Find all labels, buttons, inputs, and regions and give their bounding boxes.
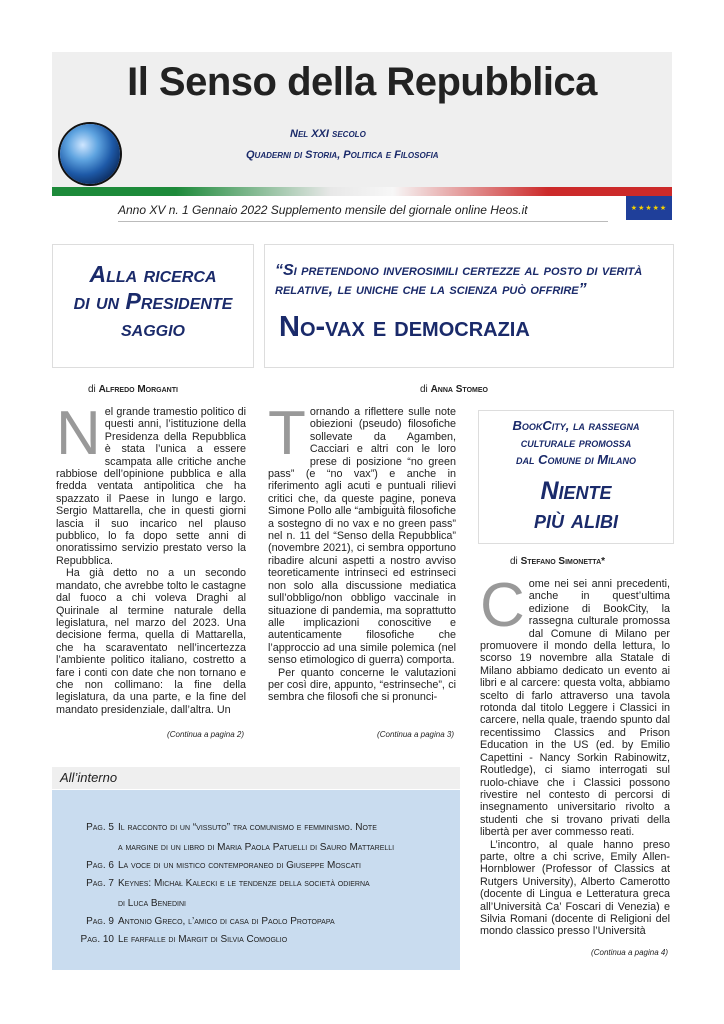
toc-box	[52, 790, 460, 970]
bookcity-title2: più alibi	[534, 506, 618, 534]
continua-link[interactable]: (Continua a pagina 4)	[591, 948, 668, 957]
bookcity-title1: Niente	[540, 477, 612, 505]
toc-item[interactable]: La voce di un mistico contemporaneo di Giuseppe Moscati	[118, 860, 361, 871]
byline-morganti	[88, 384, 178, 395]
toc-page: Pag. 9	[86, 916, 114, 927]
italian-flag-bar	[52, 187, 672, 196]
byline-pre: di	[420, 384, 428, 395]
bookcity-headline[interactable]	[479, 477, 673, 535]
toc-item[interactable]: di Luca Benedini	[118, 898, 186, 909]
bookcity-line1: BookCity, la rassegna	[512, 418, 640, 433]
headline-left-line3: saggio	[120, 315, 185, 341]
toc-page: Pag. 10	[80, 934, 114, 945]
issue-info: Anno XV n. 1 Gennaio 2022 Supplemento mensile del giornale online Heos.it	[118, 203, 528, 217]
subtitle-quaderni: Quaderni di Storia, Politica e Filosofia	[246, 149, 439, 161]
issue-divider	[118, 221, 608, 222]
toc-item[interactable]: Keynes: Michał Kalecki e le tendenze della società odierna	[118, 878, 370, 889]
toc-heading: All’interno	[60, 770, 118, 785]
masthead	[52, 52, 672, 194]
article-stomeo	[268, 399, 456, 704]
eu-flag-icon: ★★★★★	[626, 196, 672, 220]
article-paragraph: L’incontro, al quale hanno preso parte, oltre a chi scrive, Emily Allen-Hornblower (Professor of Classics at Rutgers University), Alberto Camerotto (docente di Lingua e Letteratura greca all’Università Ca’ Foscari di Venezia) e Silvia Romani (docente di Religioni del mondo classico presso l’Università	[480, 838, 670, 938]
bookcity-line3: dal Comune di Milano	[515, 452, 637, 467]
toc-page: Pag. 5	[86, 822, 114, 833]
byline-pre: di	[510, 556, 518, 567]
continua-link[interactable]: (Continua a pagina 3)	[377, 730, 454, 739]
headline-right-box	[264, 244, 674, 368]
bookcity-line2: culturale promossa	[520, 435, 632, 450]
toc-item[interactable]: Antonio Greco, l’amico di casa di Paolo Protopapa	[118, 916, 335, 927]
globe-logo	[60, 124, 120, 184]
bookcity-kicker	[479, 417, 673, 468]
article-paragraph: Per quanto concerne le valutazioni per così dire, appunto, “estrinseche”, ci sembra che filosofi che si pronunci-	[268, 666, 456, 704]
article-simonetta	[480, 571, 670, 938]
author-name: Stefano Simonetta*	[520, 556, 606, 567]
article-paragraph: Ha già detto no a un secondo mandato, che avrebbe tolto le castagne dal fuoco a chi voleva Draghi al Quirinale al termine naturale della legislatura, nel marzo del 2023. Una decisione ferma, quella di Mattarella, che ha scaraventato nell’incertezza l’ambiente politico italiano, costretto a fare i conti con date che non tornano e che non collimano: la fine della legislatura, da una parte, e la fine del mandato presidenziale, dall’altra. Un	[56, 567, 246, 716]
bookcity-box	[478, 410, 674, 544]
article-morganti	[56, 399, 246, 716]
article-paragraph: el grande tramestio politico di questi anni, l’istituzione della Presidenza della Repubblica è stata l’unica a essere scampata alle critiche anche rabbiose dell’opinione pubblica e alla fredda ventata antipolitica che ha spazzato il Paese in lungo e largo. Sergio Mattarella, che in questi giorni lascia il suo incarico nel plauso pubblico, lo fa dopo sette anni di onoratissimo servizio prestato verso la Repubblica.	[56, 406, 246, 567]
headline-novax[interactable]: No-vax e democrazia	[279, 311, 530, 343]
subtitle-century: Nel XXI secolo	[290, 128, 366, 140]
toc-item[interactable]: a margine di un libro di Maria Paola Patuelli di Sauro Mattarelli	[118, 842, 395, 853]
headline-left[interactable]	[53, 261, 253, 342]
drop-cap: C	[480, 571, 525, 640]
toc-header	[52, 767, 460, 789]
toc-item[interactable]: Il racconto di un “vissuto” tra comunismo e femminismo. Note	[118, 822, 377, 833]
toc-item[interactable]: Le farfalle di Margit di Silvia Comoglio	[118, 934, 288, 945]
newspaper-title: Il Senso della Repubblica	[127, 60, 597, 104]
byline-stomeo	[420, 384, 488, 395]
headline-quote: “Si pretendono inverosimili certezze al posto di verità relative, le uniche che la scienza può offrire”	[275, 262, 643, 298]
article-paragraph: ome nei sei anni precedenti, anche in quest’ultima edizione di BookCity, la rassegna culturale promossa dal Comune di Milano per promuovere il mondo della lettura, lo scorso 19 novembre alla Statale di Milano abbiamo dedicato un evento ai libri e al carcere: questa volta, abbiamo scelto di farlo attraverso una tavola rotonda dal titolo Leggere i Classici in carcere, nella quale, traendo spunto dal recentissimo Classics and Prison Education in the US (ed. by Emilio Capettini - Nancy Sorkin Rabinowitz, Routledge), ci siamo interrogati sul ruolo-chiave che i Classici possono rivestire nel contesto di percorsi di insegnamento universitario rivolto a studenti che si trovano privati della libertà per aver commesso reati.	[480, 578, 670, 839]
article-paragraph: ornando a riflettere sulle note obiezioni (pseudo) filosofiche sollevate da Agamben, Cacciari e altri con le loro prese di posizione “no green pass” (e “no vax”) e anche in riferimento agli acuti e puntuali rilievi critici che, da queste pagine, poneva Simone Pollo alle “ambiguità filosofiche a sostegno di no vax e no green pass” nel n. 11 del “Senso della Repubblica” (novembre 2021), ci sembra opportuno ribadire alcuni aspetti a nostro avviso teoreticamente intrinseci ed estrinseci non solo alla discussione mediatica sull’obbligo/non obbligo vaccinale in situazione di pandemia, ma soprattutto alle implicazioni conoscitive e autenticamente filosofiche che l’approccio ad una simile polemica (nel senso etimologico di guerra) comporta.	[268, 406, 456, 667]
toc-page: Pag. 7	[86, 878, 114, 889]
headline-left-line2: di un Presidente	[73, 288, 233, 314]
author-name: Alfredo Morganti	[98, 384, 178, 395]
drop-cap: N	[56, 399, 101, 468]
byline-simonetta	[510, 556, 605, 567]
toc-page: Pag. 6	[86, 860, 114, 871]
byline-pre: di	[88, 384, 96, 395]
drop-cap: T	[268, 399, 306, 468]
author-name: Anna Stomeo	[430, 384, 488, 395]
headline-left-line1: Alla ricerca	[89, 261, 217, 287]
headline-left-box	[52, 244, 254, 368]
continua-link[interactable]: (Continua a pagina 2)	[167, 730, 244, 739]
